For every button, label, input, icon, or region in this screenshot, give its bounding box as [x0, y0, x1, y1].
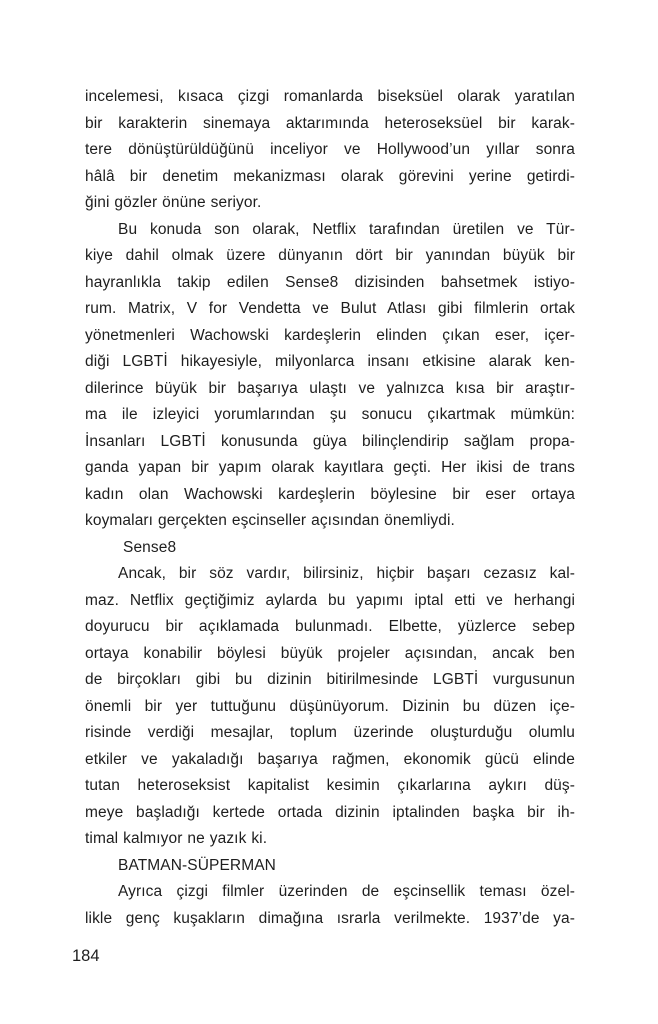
text-line: likle genç kuşakların dimağına ısrarla verilmekte. 1937’de ya-: [85, 909, 575, 927]
text-line: bir karakterin sinemaya aktarımında heteroseksüel bir karak-: [85, 114, 575, 132]
text-line: maz. Netflix geçtiğimiz aylarda bu yapımı iptal etti ve herhangi: [85, 591, 575, 609]
text-line: önemli bir yer tuttuğunu düşünüyorum. Dizinin bu düzen içe-: [85, 697, 575, 715]
text-line: tere dönüştürüldüğünü inceliyor ve Hollywood’un yıllar sonra: [85, 141, 575, 158]
text-line: kiye dahil olmak üzere dünyanın dört bir yanından büyük bir: [85, 247, 575, 264]
text-line: ma ile izleyici yorumlarından şu sonucu çıkartmak mümkün:: [85, 406, 575, 423]
text-line: meye başladığı kertede ortada dizinin iptalinden başka bir ih-: [85, 803, 575, 821]
text-line: diği LGBTİ hikayesiyle, milyonlarca insanı etkisine alarak ken-: [85, 353, 575, 370]
text-line: timal kalmıyor ne yazık ki.: [85, 830, 268, 847]
text-line: ortaya konabilir böylesi büyük projeler açısından, ancak ben: [85, 644, 575, 662]
text-line: hayranlıkla takip edilen Sense8 dizisinden bahsetmek istiyo-: [85, 273, 575, 291]
body-text-block: [85, 84, 575, 932]
text-line: dilerince büyük bir başarıya ulaştı ve yalnızca kısa bir araştır-: [85, 379, 575, 397]
text-line: rum. Matrix, V for Vendetta ve Bulut Atlası gibi filmlerin ortak: [85, 300, 575, 317]
text-line: hâlâ bir denetim mekanizması olarak görevini yerine getirdi-: [85, 167, 575, 185]
text-line: BATMAN-SÜPERMAN: [118, 856, 276, 874]
text-line: Sense8: [123, 538, 177, 556]
text-line: de birçokları gibi bu dizinin bitirilmesinde LGBTİ vurgusunun: [85, 671, 575, 688]
text-line: Bu konuda son olarak, Netflix tarafından üretilen ve Tür-: [118, 220, 575, 238]
text-line: etkiler ve yakaladığı başarıya rağmen, ekonomik gücü elinde: [85, 750, 575, 768]
text-line: koymaları gerçekten eşcinseller açısından önemliydi.: [85, 512, 455, 529]
text-line: ğini gözler önüne seriyor.: [85, 194, 262, 211]
text-line: İnsanları LGBTİ konusunda güya bilinçlendirip sağlam propa-: [85, 432, 575, 450]
text-line: yönetmenleri Wachowski kardeşlerin elinden çıkan eser, içer-: [85, 326, 575, 344]
text-line: kadın olan Wachowski kardeşlerin böylesine bir eser ortaya: [85, 485, 575, 503]
page-number: 184: [72, 947, 100, 965]
text-line: Ayrıca çizgi filmler üzerinden de eşcinsellik teması özel-: [118, 883, 575, 900]
text-line: ganda yapan bir yapım olarak kayıtlara geçti. Her ikisi de trans: [85, 459, 575, 476]
text-line: incelemesi, kısaca çizgi romanlarda biseksüel olarak yaratılan: [85, 88, 575, 105]
text-line: doyurucu bir açıklamada bulunmadı. Elbette, yüzlerce sebep: [85, 618, 575, 635]
text-line: Ancak, bir söz vardır, bilirsiniz, hiçbir başarı cezasız kal-: [118, 565, 575, 582]
text-line: risinde verdiği mesajlar, toplum üzerinde oluşturduğu olumlu: [85, 724, 575, 741]
text-line: tutan heteroseksist kapitalist kesimin çıkarlarına aykırı düş-: [85, 777, 575, 794]
